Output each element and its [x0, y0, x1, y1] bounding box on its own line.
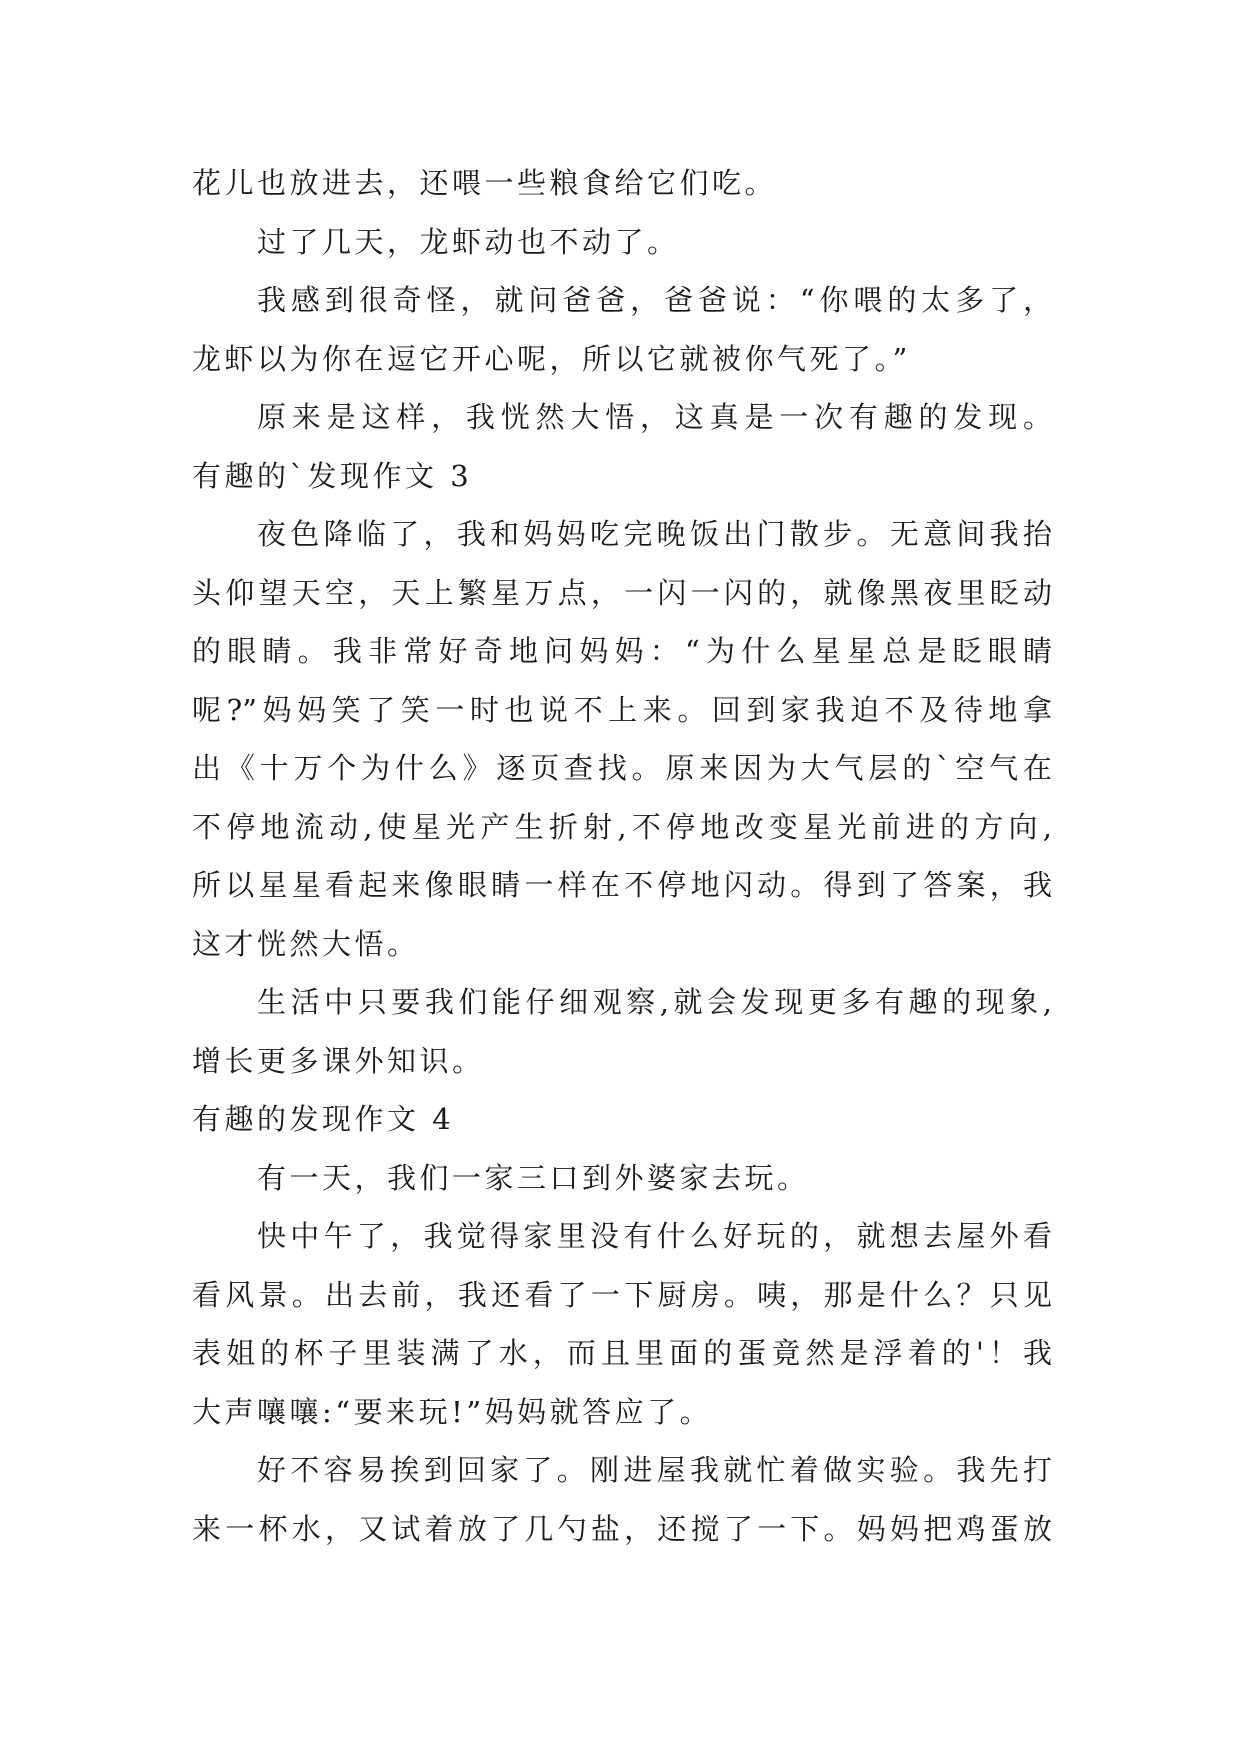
text-line: 的眼睛。我非常好奇地问妈妈：“为什么星星总是眨眼睛	[192, 634, 1052, 668]
text-line: 快中午了，我觉得家里没有什么好玩的，就想去屋外看	[257, 1219, 1052, 1253]
text-line: 呢?”妈妈笑了笑一时也说不上来。回到家我迫不及待地拿	[192, 692, 1052, 727]
text-line: 来一杯水，又试着放了几勺盐，还搅了一下。妈妈把鸡蛋放	[192, 1511, 1052, 1546]
text-line: 生活中只要我们能仔细观察,就会发现更多有趣的现象,	[257, 985, 1052, 1019]
text-line: 夜色降临了，我和妈妈吃完晚饭出门散步。无意间我抬	[257, 517, 1052, 551]
text-line: 这才恍然大悟。	[192, 926, 420, 961]
text-line: 花儿也放进去，还喂一些粮食给它们吃。	[192, 166, 778, 200]
text-line: 表姐的杯子里装满了水，而且里面的蛋竟然是浮着的'！我	[192, 1336, 1052, 1370]
document-page	[192, 154, 1052, 1558]
text-line: 原来是这样，我恍然大悟，这真是一次有趣的发现。	[257, 400, 1052, 434]
text-line: 所以星星看起来像眼睛一样在不停地闪动。得到了答案，我	[192, 868, 1052, 902]
text-line: 不停地流动,使星光产生折射,不停地改变星光前进的方向,	[192, 809, 1052, 844]
text-line: 出《十万个为什么》逐页查找。原来因为大气层的`空气在	[192, 751, 1052, 785]
text-line: 头仰望天空，天上繁星万点，一闪一闪的，就像黑夜里眨动	[192, 575, 1052, 610]
section-heading: 有趣的发现作文 4	[192, 1102, 455, 1136]
text-line: 有一天，我们一家三口到外婆家去玩。	[257, 1160, 810, 1195]
section-heading: 有趣的`发现作文 3	[192, 458, 473, 493]
text-line: 好不容易挨到回家了。刚进屋我就忙着做实验。我先打	[257, 1453, 1052, 1487]
text-line: 过了几天，龙虾动也不动了。	[257, 224, 680, 259]
text-line: 我感到很奇怪，就问爸爸，爸爸说：“你喂的太多了，	[257, 283, 1052, 317]
text-line: 龙虾以为你在逗它开心呢，所以它就被你气死了。”	[192, 341, 911, 376]
text-line: 大声嚷嚷:“要来玩!”妈妈就答应了。	[192, 1394, 713, 1429]
text-line: 看风景。出去前，我还看了一下厨房。咦，那是什么？只见	[192, 1277, 1052, 1312]
text-line: 增长更多课外知识。	[192, 1043, 485, 1078]
